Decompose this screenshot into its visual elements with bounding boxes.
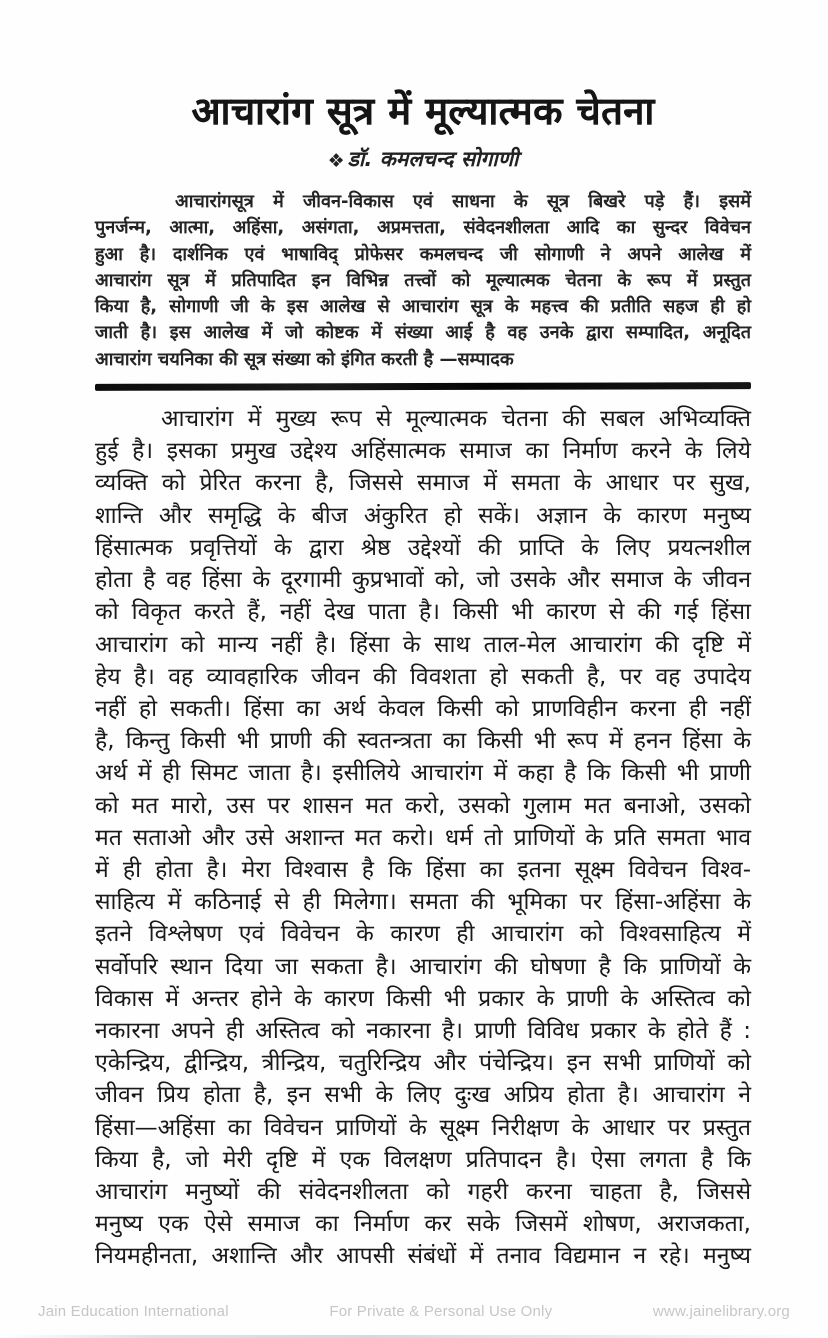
body-line: मत सताओ और उसे अशान्त मत करो। धर्म तो प्राणियों के प्रति समता भाव [95,824,751,851]
body-line: को मत मारो, उस पर शासन मत करो, उसको गुलाम मत बनाओ, उसको [95,792,751,819]
body-line: हिंसात्मक प्रवृत्तियों के द्वारा श्रेष्ठ उद्देश्यों की प्राप्ति के लिए प्रयत्नशील [95,534,751,561]
body-line: नियमहीनता, अशान्ति और आपसी संबंधों में तनाव विद्यमान न रहे। मनुष्य [95,1243,751,1270]
body-line: एकेन्द्रिय, द्वीन्द्रिय, त्रीन्द्रिय, चतुरिन्द्रिय और पंचेन्द्रिय। इन सभी प्राणियों को [95,1050,751,1077]
body-line: विकास में अन्तर होने के कारण किसी भी प्रकार के प्राणी के अस्तित्व को [95,985,751,1012]
body-line: अर्थ में ही सिमट जाता है। इसीलिये आचारांग में कहा है कि किसी भी प्राणी [95,760,751,787]
editor-note-line: पुनर्जन्म, आत्मा, अहिंसा, असंगता, अप्रमत्तता, संवेदनशीलता आदि का सुन्दर विवेचन [95,217,751,239]
body-line: व्यक्ति को प्रेरित करना है, जिससे समाज में समता के आधार पर सुख, [95,470,751,497]
footer-publisher: Jain Education International [38,1303,229,1320]
body-line: नहीं हो सकती। हिंसा का अर्थ केवल किसी को प्राणविहीन करना ही नहीं [95,695,751,722]
editor-note-line: जाती है। इस आलेख में जो कोष्टक में संख्या आई है वह उनके द्वारा सम्पादित, अनूदित [95,322,751,344]
author-byline [95,145,751,174]
body-line: किया है, जो मेरी दृष्टि में एक विलक्षण प्रतिपादन है। ऐसा लगता है कि [95,1146,751,1173]
body-line: हुई है। इसका प्रमुख उद्देश्य अहिंसात्मक समाज का निर्माण करने के लिये [95,438,751,465]
body-line: साहित्य में कठिनाई से ही मिलेगा। समता की भूमिका पर हिंसा-अहिंसा के [95,889,751,916]
body-line: आचारांग मनुष्यों की संवेदनशीलता को गहरी करना चाहता है, जिससे [95,1178,751,1205]
flower-ornament-icon: ❖ [327,150,345,172]
body-line: सर्वोपरि स्थान दिया जा सकता है। आचारांग की घोषणा है कि प्राणियों के [95,953,751,980]
editor-note-line: आचारांगसूत्र में जीवन-विकास एवं साधना के सूत्र बिखरे पड़े हैं। इसमें [175,191,751,212]
body-line: होता है वह हिंसा के दूरगामी कुप्रभावों को, जो उसके और समाज के जीवन [95,567,751,594]
article [95,86,751,1273]
body-line: नकारना अपने ही अस्तित्व को नकारना है। प्राणी विविध प्रकार के होते हैं : [95,1017,751,1044]
body-line: इतने विश्लेषण एवं विवेचन के कारण ही आचारांग को विश्वसाहित्य में [95,921,751,948]
editor-note-line: किया है, सोगाणी जी के इस आलेख से आचारांग सूत्र के महत्त्व की प्रतीति सहज ही हो [95,296,751,318]
editor-note [95,189,751,373]
body-line: जीवन प्रिय होता है, इन सभी के लिए दुःख अप्रिय होता है। आचारांग ने [95,1082,751,1109]
body-line: हेय है। वह व्यावहारिक जीवन की विवशता हो सकती है, पर वह उपादेय [95,663,751,690]
author-name: डॉ. कमलचन्द सोगाणी [347,147,519,171]
editor-note-line: आचारांग चयनिका की सूत्र संख्या को इंगित करती है —सम्पादक [95,348,514,370]
body-paragraph [95,403,751,1272]
footer-website: www.jainelibrary.org [652,1303,790,1320]
page-title: आचारांग सूत्र में मूल्यात्मक चेतना [191,89,655,133]
body-line: आचारांग में मुख्य रूप से मूल्यात्मक चेतना की सबल अभिव्यक्ति [161,406,751,433]
body-line: आचारांग को मान्य नहीं है। हिंसा के साथ ताल-मेल आचारांग की दृष्टि में [95,631,751,658]
body-line: शान्ति और समृद्धि के बीज अंकुरित हो सकें। अज्ञान के कारण मनुष्य [95,502,751,529]
footer [0,1303,828,1320]
body-line: हिंसा—अहिंसा का विवेचन प्राणियों के सूक्ष्म निरीक्षण के आधार पर प्रस्तुत [95,1114,751,1141]
footer-usage-note: For Private & Personal Use Only [329,1303,553,1320]
body-line: को विकृत करते हैं, नहीं देख पाता है। किसी भी कारण से की गई हिंसा [95,599,751,626]
section-divider [95,382,751,391]
body-line: है, किन्तु किसी भी प्राणी की स्वतन्त्रता का किसी भी रूप में हनन हिंसा के [95,728,751,755]
body-line: मनुष्य एक ऐसे समाज का निर्माण कर सके जिसमें शोषण, अराजकता, [95,1211,751,1238]
editor-note-line: हुआ है। दार्शनिक एवं भाषाविद् प्रोफेसर कमलचन्द जी सोगाणी ने अपने आलेख में [95,243,751,265]
editor-note-line: आचारांग सूत्र में प्रतिपादित इन विभिन्न तत्त्वों को मूल्यात्मक चेतना के रूप में प्रस्तुत [95,269,751,291]
body-line: में ही होता है। मेरा विश्वास है कि हिंसा का इतना सूक्ष्म विवेचन विश्व- [95,856,751,883]
